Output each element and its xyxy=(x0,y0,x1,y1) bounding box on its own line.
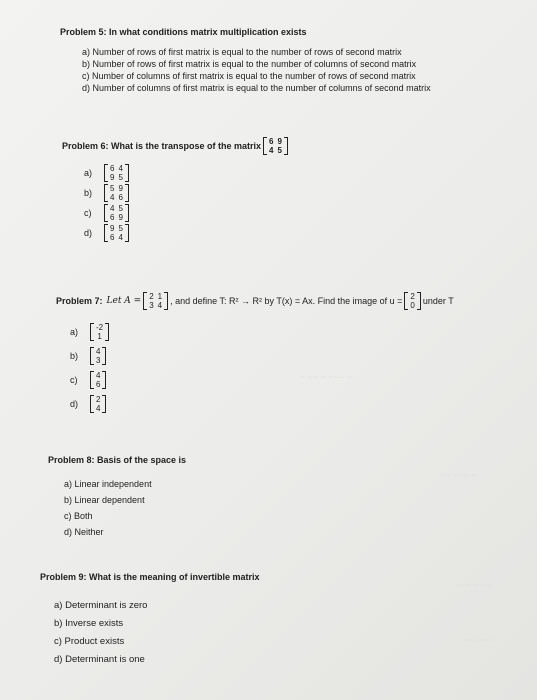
problem-9 xyxy=(40,571,260,669)
problem-7-option-c: c) 4 6 xyxy=(70,368,454,392)
problem-5-option-c: c) Number of columns of first matrix is equal to the number of rows of second matrix xyxy=(82,71,416,81)
problem-5-option-a: a) Number of rows of first matrix is equal to the number of rows of second matrix xyxy=(82,47,402,57)
bleed-through-marks: ~~ ~~~ ~ xyxy=(440,470,477,480)
problem-7-option-d: d) 2 4 xyxy=(70,392,454,416)
bleed-through-marks: ~~ ~~~ xyxy=(465,635,494,645)
problem-7-let: Let A = xyxy=(106,296,142,306)
problem-9-option-d: d) Determinant is one xyxy=(54,654,145,665)
problem-6-option-a: a) 6 4 9 5 xyxy=(84,163,290,183)
problem-9-option-a: a) Determinant is zero xyxy=(54,600,148,611)
problem-5-option-b: b) Number of rows of first matrix is equal to the number of columns of second matrix xyxy=(82,59,417,69)
problem-9-title: Problem 9: What is the meaning of invertible matrix xyxy=(40,572,260,582)
bleed-through-marks: ~~~ ~~ ~ xyxy=(455,580,492,590)
problem-9-option-c: c) Product exists xyxy=(54,636,125,647)
problem-7-define: , and define T: R² → R² by T(x) = Ax. Find the image of u = xyxy=(170,296,403,306)
problem-6-option-d: d) 9 5 6 4 xyxy=(84,223,290,243)
problem-8-option-a: a) Linear independent xyxy=(64,479,152,489)
problem-7 xyxy=(56,292,454,416)
problem-5-title: Problem 5: In what conditions matrix multiplication exists xyxy=(60,27,307,37)
problem-8-title: Problem 8: Basis of the space is xyxy=(48,455,187,465)
problem-9-option-b: b) Inverse exists xyxy=(54,618,124,629)
problem-7-title: Problem 7: xyxy=(56,296,103,306)
problem-7-option-b: b) 4 3 xyxy=(70,344,454,368)
problem-6-option-b: b) 5 9 4 6 xyxy=(84,183,290,203)
problem-7-option-a: a) -2 1 xyxy=(70,320,454,344)
problem-7-vector-u: 2 0 xyxy=(404,292,420,310)
problem-8 xyxy=(48,454,186,540)
problem-5 xyxy=(60,26,431,94)
problem-8-option-b: b) Linear dependent xyxy=(64,495,145,505)
problem-6 xyxy=(62,137,290,243)
bleed-through-marks: ~ ~~ ~ ~~~ ~ xyxy=(300,372,353,382)
problem-8-option-c: c) Both xyxy=(64,511,93,521)
problem-8-option-d: d) Neither xyxy=(64,527,104,537)
problem-5-option-d: d) Number of columns of first matrix is equal to the number of columns of second matrix xyxy=(82,83,431,93)
problem-7-matrix-a: 2 1 3 4 xyxy=(143,292,168,310)
problem-6-matrix: 6 9 4 5 xyxy=(263,137,288,155)
problem-6-option-c: c) 4 5 6 9 xyxy=(84,203,290,223)
problem-6-title: Problem 6: What is the transpose of the matrix xyxy=(62,141,262,151)
problem-7-under: under T xyxy=(422,296,454,306)
